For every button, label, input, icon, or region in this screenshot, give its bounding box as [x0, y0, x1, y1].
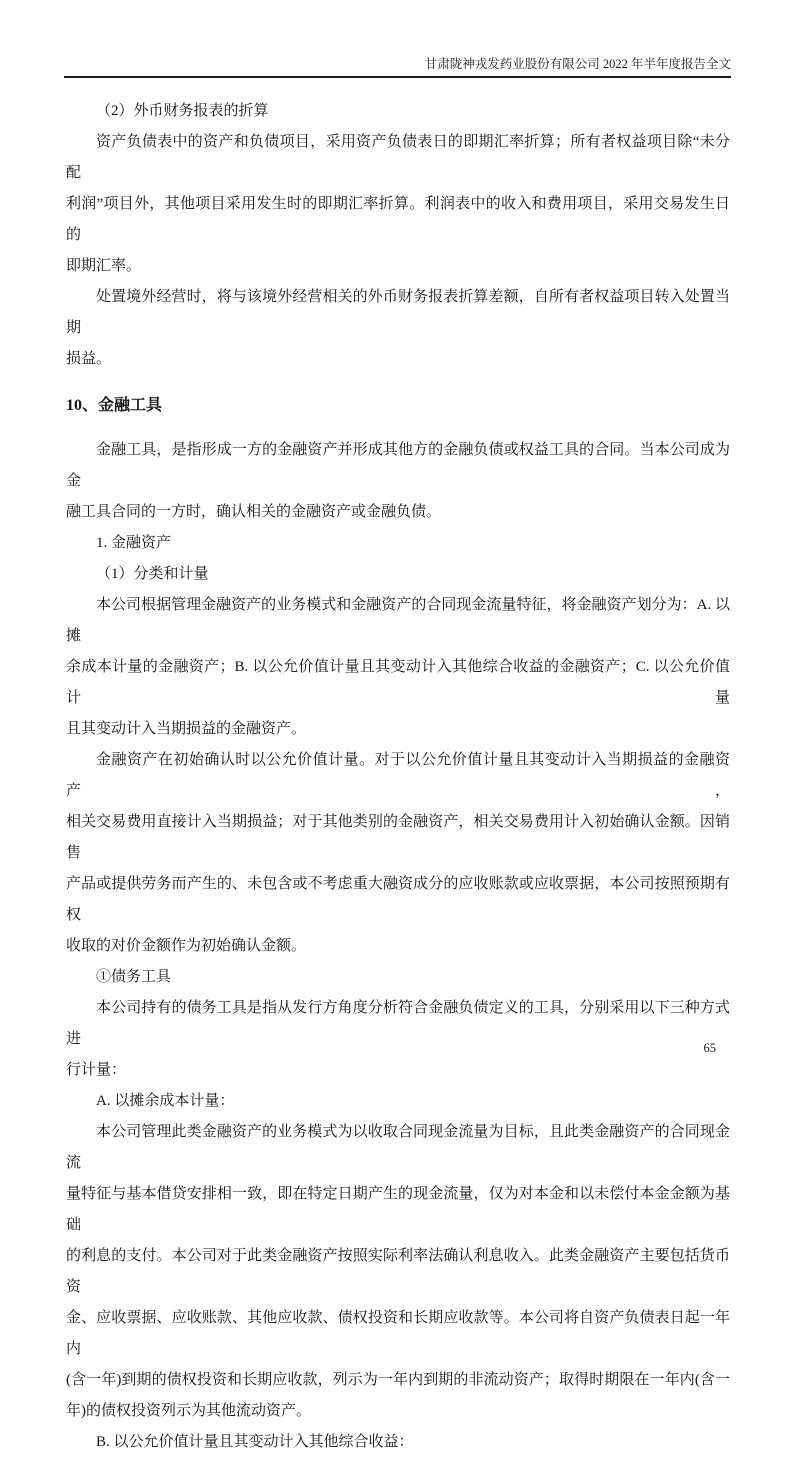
- text-line: 本公司管理此类金融资产的业务模式为以收取合同现金流量为目标，且此类金融资产的合同现金流: [66, 1124, 730, 1171]
- paragraph: [66, 590, 730, 745]
- text-line: ①债务工具: [96, 969, 172, 985]
- text-line: 损益。: [66, 351, 112, 367]
- text-line: 金、应收票据、应收账款、其他应收款、债权投资和长期应收款等。本公司将自资产负债表日起一年内: [66, 1310, 730, 1357]
- paragraph: [66, 993, 730, 1086]
- text-line: 且其变动计入当期损益的金融资产。: [66, 721, 307, 737]
- header-title: 甘肃陇神戎发药业股份有限公司 2022 年半年度报告全文: [424, 57, 731, 71]
- text-line: 即期汇率。: [66, 258, 142, 274]
- text-line: 融工具合同的一方时，确认相关的金融资产或金融负债。: [66, 504, 442, 520]
- paragraph: [66, 528, 730, 559]
- text-line: 年)的债权投资列示为其他流动资产。: [66, 1403, 311, 1419]
- paragraph: [66, 559, 730, 590]
- paragraph: [66, 1427, 730, 1458]
- paragraph: [66, 282, 730, 375]
- text-line: 10、金融工具: [66, 397, 163, 414]
- text-line: 资产负债表中的资产和负债项目，采用资产负债表日的即期汇率折算；所有者权益项目除“未分配: [66, 134, 730, 181]
- text-line: A. 以摊余成本计量：: [96, 1093, 235, 1109]
- text-line: 量特征与基本借贷安排相一致，即在特定日期产生的现金流量，仅为对本金和以未偿付本金金额为基础: [66, 1186, 730, 1233]
- text-line: 产品或提供劳务而产生的、未包含或不考虑重大融资成分的应收账款或应收票据，本公司按照预期有权: [66, 876, 730, 923]
- text-line: (含一年)到期的债权投资和长期应收款，列示为一年内到期的非流动资产；取得时期限在一年内(含一: [66, 1372, 730, 1388]
- text-line: 处置境外经营时，将与该境外经营相关的外币财务报表折算差额，自所有者权益项目转入处置当期: [66, 289, 730, 336]
- paragraph: [66, 962, 730, 993]
- paragraph: [66, 435, 730, 528]
- text-line: 余成本计量的金融资产；B. 以公允价值计量且其变动计入其他综合收益的金融资产；C. 以公允价值计量: [66, 659, 730, 706]
- paragraph: [66, 127, 730, 282]
- text-line: 本公司根据管理金融资产的业务模式和金融资产的合同现金流量特征，将金融资产划分为：A. 以摊: [66, 597, 730, 644]
- text-line: B. 以公允价值计量且其变动计入其他综合收益：: [96, 1434, 414, 1450]
- paragraph: [66, 1117, 730, 1427]
- paragraph: [66, 745, 730, 962]
- text-line: 行计量：: [66, 1062, 127, 1078]
- text-line: 金融工具，是指形成一方的金融资产并形成其他方的金融负债或权益工具的合同。当本公司成为金: [66, 442, 730, 489]
- text-line: （2）外币财务报表的折算: [96, 103, 269, 119]
- paragraph: [66, 96, 730, 127]
- text-line: 本公司持有的债务工具是指从发行方角度分析符合金融负债定义的工具，分别采用以下三种方式进: [66, 1000, 730, 1047]
- text-line: 收取的对价金额作为初始确认金额。: [66, 938, 307, 954]
- paragraph: [66, 1086, 730, 1117]
- page-header: [64, 0, 731, 78]
- text-line: （1）分类和计量: [96, 566, 209, 582]
- document-content: [66, 80, 730, 1458]
- section-heading: [66, 390, 730, 421]
- text-line: 金融资产在初始确认时以公允价值计量。对于以公允价值计量且其变动计入当期损益的金融资产，: [66, 752, 730, 799]
- page-number: 65: [703, 1041, 716, 1055]
- text-line: 的利息的支付。本公司对于此类金融资产按照实际利率法确认利息收入。此类金融资产主要包括货币资: [66, 1248, 730, 1295]
- text-line: 相关交易费用直接计入当期损益；对于其他类别的金融资产，相关交易费用计入初始确认金额。因销售: [66, 814, 730, 861]
- text-line: 利润”项目外，其他项目采用发生时的即期汇率折算。利润表中的收入和费用项目，采用交易发生日的: [66, 196, 730, 243]
- page-footer: [0, 1041, 716, 1056]
- text-line: 1. 金融资产: [96, 535, 172, 551]
